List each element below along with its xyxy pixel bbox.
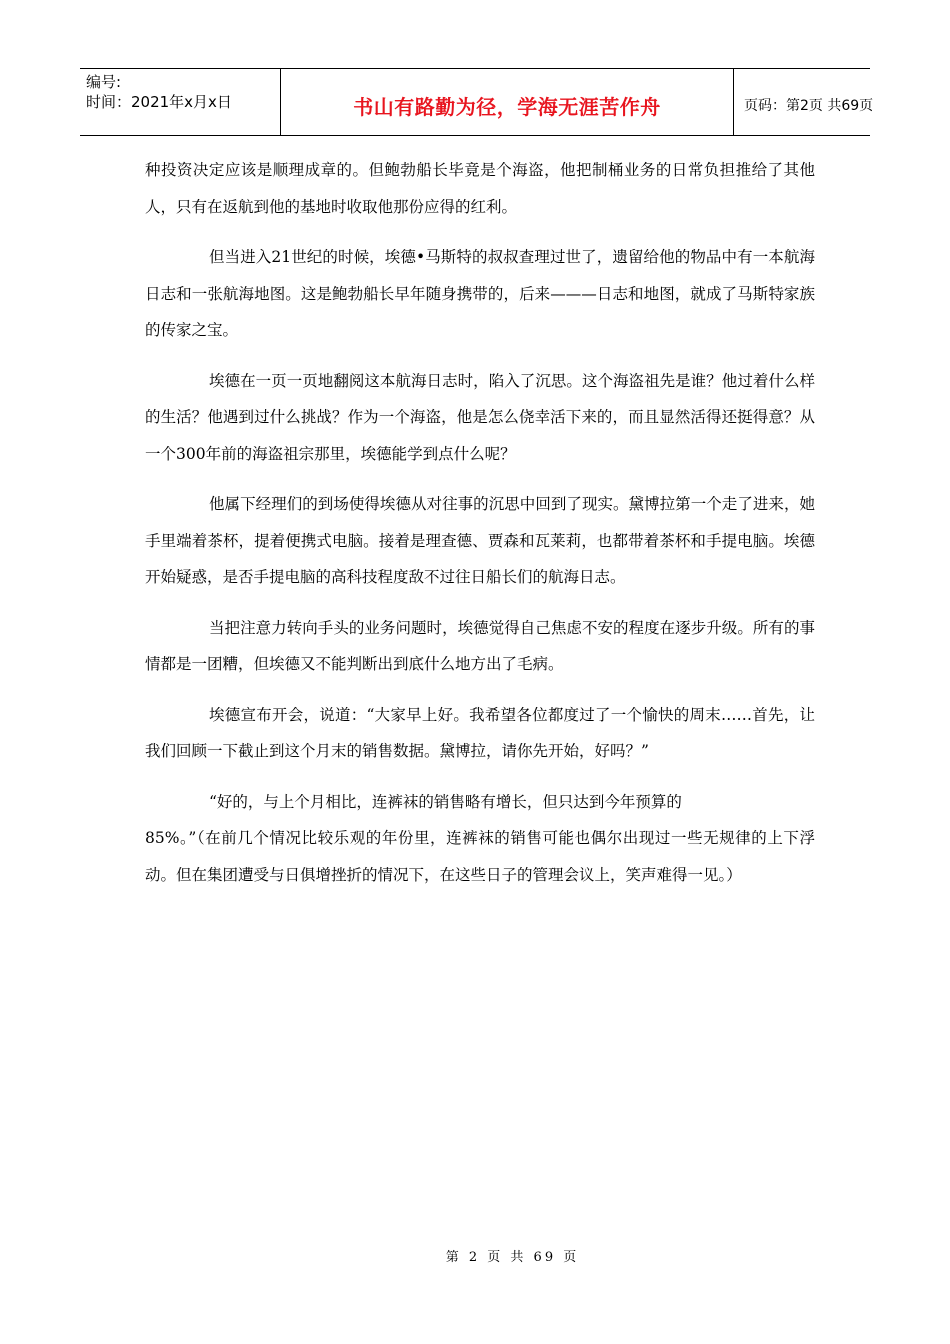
document-body [145,152,815,907]
paragraph: 85%。”（在前几个情况比较乐观的年份里，连裤袜的销售可能也偶尔出现过一些无规律的上下浮动。但在集团遭受与日俱增挫折的情况下，在这些日子的管理会议上，笑声难得一见。） [145,829,815,884]
paragraph: “好的，与上个月相比，连裤袜的销售略有增长，但只达到今年预算的 [209,792,682,811]
header-motto: 书山有路勤为径，学海无涯苦作舟 [281,69,734,135]
serial-number-label: 编号: [86,73,122,91]
paragraph: 他属下经理们的到场使得埃德从对往事的沉思中回到了现实。黛博拉第一个走了进来，她手里端着茶杯，提着便携式电脑。接着是理查德、贾森和瓦莱莉，也都带着茶杯和手提电脑。埃德开始疑惑，是否手提电脑的高科技程度敌不过往日船长们的航海日志。 [145,495,815,586]
paragraph: 但当进入21世纪的时候，埃德•马斯特的叔叔查理过世了，遗留给他的物品中有一本航海日志和一张航海地图。这是鲍勃船长早年随身携带的，后来———日志和地图，就成了马斯特家族的传家之宝。 [145,248,815,339]
header-page-number: 页码：第2页 共69页 [744,98,874,114]
page-footer: 第 2 页 共 69 页 [445,1250,580,1265]
page-header [80,68,874,136]
date-label: 时间：2021年x月x日 [86,93,232,111]
paragraph: 当把注意力转向手头的业务问题时，埃德觉得自己焦虑不安的程度在逐步升级。所有的事情都是一团糟，但埃德又不能判断出到底什么地方出了毛病。 [145,618,815,673]
paragraph: 种投资决定应该是顺理成章的。但鲍勃船长毕竟是个海盗，他把制桶业务的日常负担推给了其他人，只有在返航到他的基地时收取他那份应得的红利。 [145,161,815,216]
paragraph: 埃德宣布开会，说道：“大家早上好。我希望各位都度过了一个愉快的周末……首先，让我们回顾一下截止到这个月末的销售数据。黛博拉，请你先开始，好吗？” [145,705,815,760]
paragraph: 埃德在一页一页地翻阅这本航海日志时，陷入了沉思。这个海盗祖先是谁？他过着什么样的生活？他遇到过什么挑战？作为一个海盗，他是怎么侥幸活下来的，而且显然活得还挺得意？从一个300年前的海盗祖宗那里，埃德能学到点什么呢？ [145,371,815,463]
header-meta [80,69,281,135]
